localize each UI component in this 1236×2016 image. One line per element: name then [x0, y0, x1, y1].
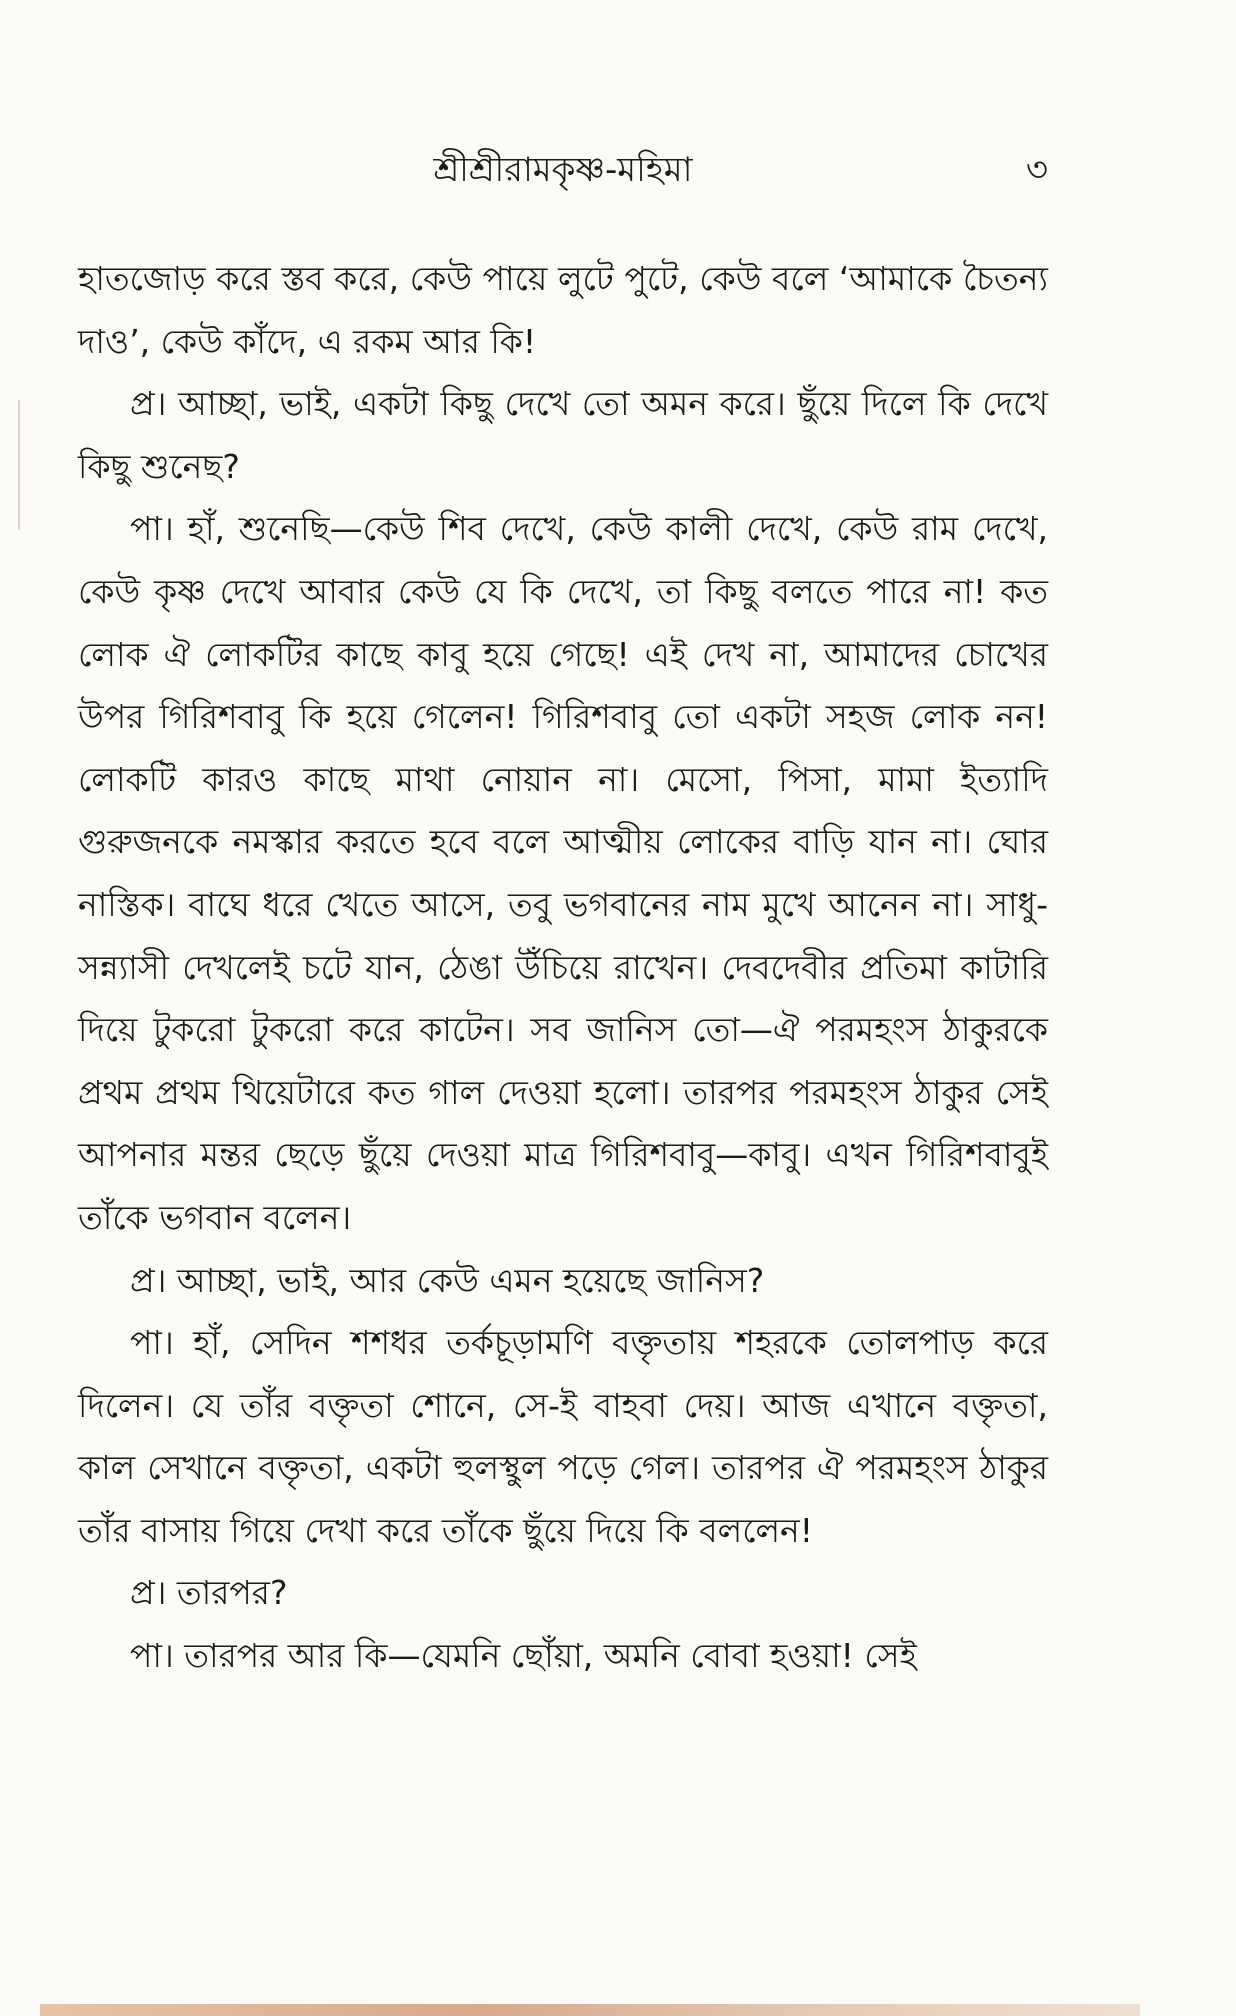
- paragraph: প্র। আচ্ছা, ভাই, আর কেউ এমন হয়েছে জানিস?: [130, 1260, 765, 1300]
- page-edge-strip: [40, 2004, 1140, 2016]
- paragraph: প্র। তারপর?: [130, 1573, 288, 1613]
- paragraph-continuation: হাতজোড় করে স্তব করে, কেউ পায়ে লুটে পুটে, কেউ বলে ‘আমাকে চৈতন্য দাও’, কেউ কাঁদে, এ রকম আর কি!: [78, 259, 1048, 361]
- header-title: শ্রীশ্রীরামকৃষ্ণ-মহিমা: [433, 150, 693, 190]
- paragraph: পা। তারপর আর কি—যেমনি ছোঁয়া, অমনি বোবা হওয়া! সেই: [130, 1636, 917, 1676]
- paragraph: পা। হাঁ, শুনেছি—কেউ শিব দেখে, কেউ কালী দেখে, কেউ রাম দেখে, কেউ কৃষ্ণ দেখে আবার কেউ যে কি দেখে, তা কিছু বলতে পারে না! কত লোক ঐ লোকটির কাছে কাবু হয়ে গেছে! এই দেখ না, আমাদের চোখের উপর গিরিশবাবু কি হয়ে গেলেন! গিরিশবাবু তো একটা সহজ লোক নন! লোকটি কারও কাছে মাথা নোয়ান না। মেসো, পিসা, মামা ইত্যাদি গুরুজনকে নমস্কার করতে হবে বলে আত্মীয় লোকের বাড়ি যান না। ঘোর নাস্তিক। বাঘে ধরে খেতে আসে, তবু ভগবানের নাম মুখে আনেন না। সাধু-সন্ন্যাসী দেখলেই চটে যান, ঠেঙা উঁচিয়ে রাখেন। দেবদেবীর প্রতিমা কাটারি দিয়ে টুকরো টুকরো করে কাটেন। সব জানিস তো—ঐ পরমহংস ঠাকুরকে প্রথম প্রথম থিয়েটারে কত গাল দেওয়া হলো। তারপর পরমহংস ঠাকুর সেই আপনার মন্তর ছেড়ে ছুঁয়ে দেওয়া মাত্র গিরিশবাবু—কাবু। এখন গিরিশবাবুই তাঁকে ভগবান বলেন।: [78, 509, 1048, 1237]
- margin-line: [18, 400, 20, 530]
- page-number: ৩: [1025, 150, 1048, 190]
- paragraph: পা। হাঁ, সেদিন শশধর তর্কচূড়ামণি বক্তৃতায় শহরকে তোলপাড় করে দিলেন। যে তাঁর বক্তৃতা শোনে, সে-ই বাহবা দেয়। আজ এখানে বক্তৃতা, কাল সেখানে বক্তৃতা, একটা হুলস্থুল পড়ে গেল। তারপর ঐ পরমহংস ঠাকুর তাঁর বাসায় গিয়ে দেখা করে তাঁকে ছুঁয়ে দিয়ে কি বললেন!: [78, 1323, 1048, 1550]
- running-header: [78, 140, 1048, 200]
- body-text: [78, 248, 1048, 1688]
- paragraph: প্র। আচ্ছা, ভাই, একটা কিছু দেখে তো অমন করে। ছুঁয়ে দিলে কি দেখে কিছু শুনেছ?: [78, 384, 1048, 486]
